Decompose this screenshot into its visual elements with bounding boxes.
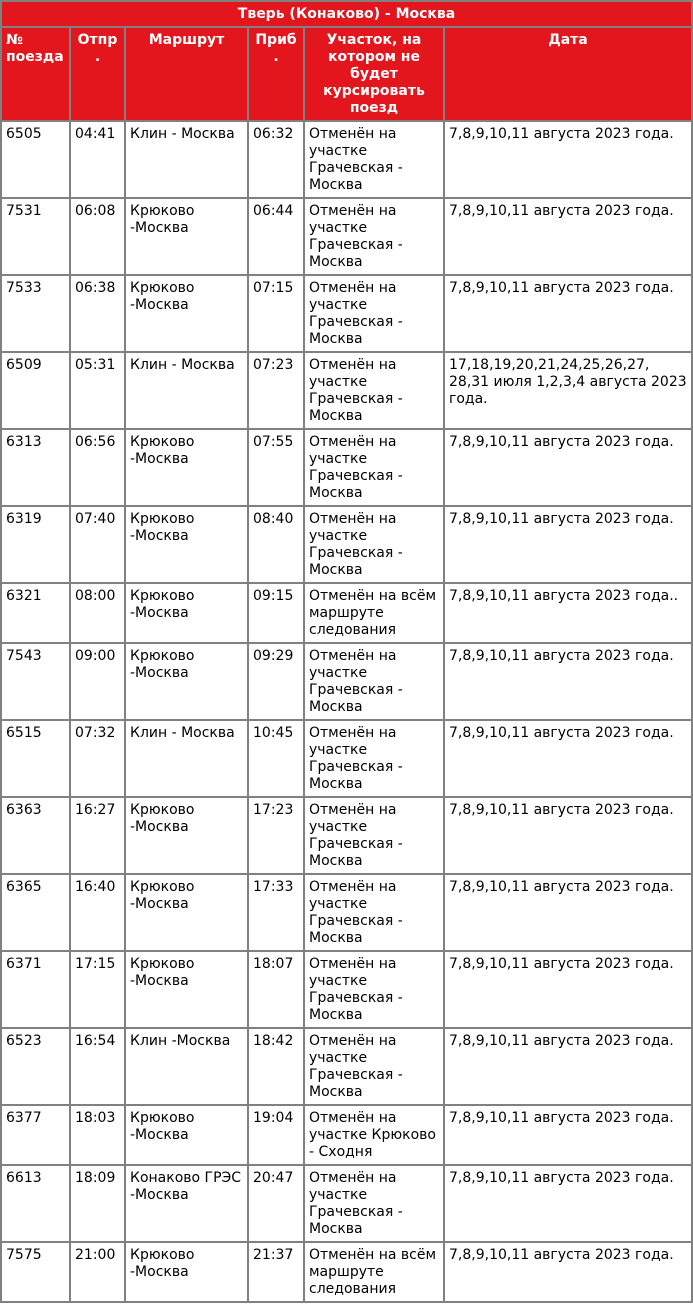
cell-departure: 09:00: [70, 643, 125, 720]
cell-date: 7,8,9,10,11 августа 2023 года.: [444, 275, 692, 352]
cell-section: Отменён на участке Грачевская - Москва: [304, 874, 444, 951]
cell-route: Крюково -Москва: [125, 429, 248, 506]
table-row: [1, 352, 692, 429]
cell-date: 7,8,9,10,11 августа 2023 года.: [444, 1165, 692, 1242]
cell-route: Крюково -Москва: [125, 1242, 248, 1302]
cell-date: 7,8,9,10,11 августа 2023 года.: [444, 1105, 692, 1165]
cell-number: 6515: [1, 720, 70, 797]
cell-departure: 07:32: [70, 720, 125, 797]
table-caption: Тверь (Конаково) - Москва: [1, 1, 692, 27]
cell-number: 7575: [1, 1242, 70, 1302]
cell-number: 6505: [1, 121, 70, 198]
cell-arrival: 17:23: [248, 797, 304, 874]
table-row: [1, 874, 692, 951]
cell-date: 7,8,9,10,11 августа 2023 года.: [444, 874, 692, 951]
cell-arrival: 10:45: [248, 720, 304, 797]
cell-arrival: 06:44: [248, 198, 304, 275]
cell-arrival: 18:07: [248, 951, 304, 1028]
cell-route: Клин -Москва: [125, 1028, 248, 1105]
table-row: [1, 275, 692, 352]
cell-route: Клин - Москва: [125, 121, 248, 198]
cell-section: Отменён на участке Грачевская - Москва: [304, 275, 444, 352]
table-row: [1, 643, 692, 720]
cell-date: 7,8,9,10,11 августа 2023 года.: [444, 951, 692, 1028]
cell-number: 6319: [1, 506, 70, 583]
cell-departure: 21:00: [70, 1242, 125, 1302]
cell-date: 7,8,9,10,11 августа 2023 года.: [444, 506, 692, 583]
cell-number: 7543: [1, 643, 70, 720]
cell-route: Крюково -Москва: [125, 198, 248, 275]
cell-departure: 18:03: [70, 1105, 125, 1165]
cell-section: Отменён на участке Грачевская - Москва: [304, 506, 444, 583]
cell-date: 7,8,9,10,11 августа 2023 года.: [444, 643, 692, 720]
table-row: [1, 429, 692, 506]
cell-route: Крюково -Москва: [125, 506, 248, 583]
column-header-section: Участок, на котором не будет курсировать поезд: [304, 27, 444, 121]
cell-date: 7,8,9,10,11 августа 2023 года.: [444, 1028, 692, 1105]
cell-arrival: 21:37: [248, 1242, 304, 1302]
column-header-departure: Отпр.: [70, 27, 125, 121]
cell-date: 17,18,19,20,21,24,25,26,27, 28,31 июля 1,2,3,4 августа 2023 года.: [444, 352, 692, 429]
cell-arrival: 18:42: [248, 1028, 304, 1105]
cell-number: 6371: [1, 951, 70, 1028]
cell-section: Отменён на участке Грачевская - Москва: [304, 121, 444, 198]
cell-section: Отменён на участке Крюково - Сходня: [304, 1105, 444, 1165]
cell-departure: 05:31: [70, 352, 125, 429]
cell-section: Отменён на участке Грачевская - Москва: [304, 429, 444, 506]
cell-section: Отменён на участке Грачевская - Москва: [304, 1165, 444, 1242]
cell-departure: 06:56: [70, 429, 125, 506]
cell-route: Крюково -Москва: [125, 643, 248, 720]
cell-arrival: 19:04: [248, 1105, 304, 1165]
table-row: [1, 797, 692, 874]
column-header-route: Маршрут: [125, 27, 248, 121]
cell-number: 7531: [1, 198, 70, 275]
cell-number: 6365: [1, 874, 70, 951]
cell-date: 7,8,9,10,11 августа 2023 года.: [444, 1242, 692, 1302]
cell-departure: 16:40: [70, 874, 125, 951]
cell-route: Крюково -Москва: [125, 874, 248, 951]
cell-arrival: 07:15: [248, 275, 304, 352]
cell-route: Крюково -Москва: [125, 275, 248, 352]
column-header-arrival: Приб.: [248, 27, 304, 121]
cell-number: 6613: [1, 1165, 70, 1242]
cell-section: Отменён на участке Грачевская - Москва: [304, 720, 444, 797]
cell-departure: 06:38: [70, 275, 125, 352]
cell-section: Отменён на участке Грачевская - Москва: [304, 951, 444, 1028]
cell-section: Отменён на участке Грачевская - Москва: [304, 643, 444, 720]
cell-date: 7,8,9,10,11 августа 2023 года.: [444, 429, 692, 506]
cell-date: 7,8,9,10,11 августа 2023 года.: [444, 720, 692, 797]
cell-route: Клин - Москва: [125, 352, 248, 429]
cell-number: 6313: [1, 429, 70, 506]
table-row: [1, 1242, 692, 1302]
cell-date: 7,8,9,10,11 августа 2023 года.: [444, 198, 692, 275]
table-row: [1, 198, 692, 275]
cell-departure: 08:00: [70, 583, 125, 643]
cell-number: 7533: [1, 275, 70, 352]
cell-section: Отменён на всём маршруте следования: [304, 583, 444, 643]
cell-date: 7,8,9,10,11 августа 2023 года..: [444, 583, 692, 643]
cell-route: Крюково -Москва: [125, 583, 248, 643]
cell-section: Отменён на участке Грачевская - Москва: [304, 352, 444, 429]
cell-arrival: 07:55: [248, 429, 304, 506]
cell-route: Клин - Москва: [125, 720, 248, 797]
cell-arrival: 08:40: [248, 506, 304, 583]
cell-route: Крюково -Москва: [125, 951, 248, 1028]
table-row: [1, 1105, 692, 1165]
cell-departure: 18:09: [70, 1165, 125, 1242]
cell-number: 6363: [1, 797, 70, 874]
cell-section: Отменён на участке Грачевская - Москва: [304, 797, 444, 874]
table-row: [1, 121, 692, 198]
cell-section: Отменён на всём маршруте следования: [304, 1242, 444, 1302]
table-row: [1, 1028, 692, 1105]
column-header-date: Дата: [444, 27, 692, 121]
cell-departure: 16:27: [70, 797, 125, 874]
cell-departure: 04:41: [70, 121, 125, 198]
cell-section: Отменён на участке Грачевская - Москва: [304, 1028, 444, 1105]
cell-number: 6321: [1, 583, 70, 643]
cell-arrival: 06:32: [248, 121, 304, 198]
cell-departure: 17:15: [70, 951, 125, 1028]
cell-departure: 06:08: [70, 198, 125, 275]
cell-date: 7,8,9,10,11 августа 2023 года.: [444, 797, 692, 874]
cell-departure: 07:40: [70, 506, 125, 583]
table-row: [1, 1165, 692, 1242]
cell-arrival: 17:33: [248, 874, 304, 951]
cell-arrival: 09:15: [248, 583, 304, 643]
table-row: [1, 506, 692, 583]
column-header-number: № поезда: [1, 27, 70, 121]
table-row: [1, 720, 692, 797]
table-row: [1, 951, 692, 1028]
table-row: [1, 583, 692, 643]
cell-route: Крюково -Москва: [125, 1105, 248, 1165]
cell-number: 6377: [1, 1105, 70, 1165]
cell-section: Отменён на участке Грачевская - Москва: [304, 198, 444, 275]
cell-arrival: 07:23: [248, 352, 304, 429]
cell-route: Крюково -Москва: [125, 797, 248, 874]
cell-number: 6523: [1, 1028, 70, 1105]
cell-arrival: 09:29: [248, 643, 304, 720]
cell-departure: 16:54: [70, 1028, 125, 1105]
cell-arrival: 20:47: [248, 1165, 304, 1242]
cell-route: Конаково ГРЭС -Москва: [125, 1165, 248, 1242]
cell-date: 7,8,9,10,11 августа 2023 года.: [444, 121, 692, 198]
cell-number: 6509: [1, 352, 70, 429]
